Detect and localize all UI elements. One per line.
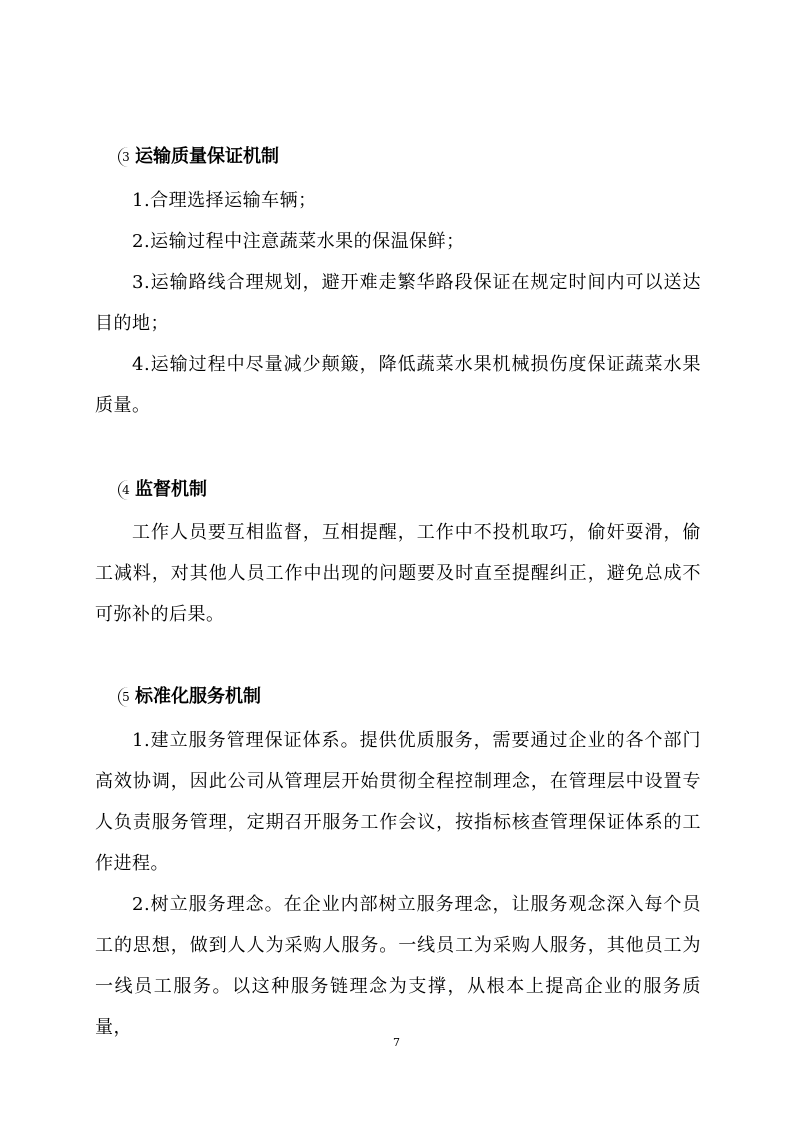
section-3-heading <box>118 145 279 169</box>
section-4-body <box>95 512 701 635</box>
section-5-heading <box>118 685 261 709</box>
section-3-body <box>95 180 701 426</box>
section-5-title: 标准化服务机制 <box>135 686 261 707</box>
section-4-number: 4 <box>118 480 133 500</box>
section-3-item-2: 2.运输过程中注意蔬菜水果的保温保鲜； <box>132 231 465 252</box>
section-4-title: 监督机制 <box>135 479 207 500</box>
section-3-item-1: 1.合理选择运输车辆； <box>132 190 317 211</box>
section-3-item-3: 3.运输路线合理规划，避开难走繁华路段保证在规定时间内可以送达目的地； <box>95 272 701 334</box>
section-5-body <box>95 720 701 1048</box>
page-number: 7 <box>393 1036 400 1049</box>
section-4-paragraph: 工作人员要互相监督，互相提醒，工作中不投机取巧，偷奸耍滑，偷工减料，对其他人员工作中出现的问题要及时直至提醒纠正，避免总成不可弥补的后果。 <box>95 522 701 625</box>
section-5-item-2: 2.树立服务理念。在企业内部树立服务理念，让服务观念深入每个员工的思想，做到人人为采购人服务。一线员工为采购人服务，其他员工为一线员工服务。以这种服务链理念为支撑，从根本上提高企业的服务质量， <box>95 894 701 1038</box>
section-5-item-1: 1.建立服务管理保证体系。提供优质服务，需要通过企业的各个部门高效协调，因此公司从管理层开始贯彻全程控制理念，在管理层中设置专人负责服务管理，定期召开服务工作会议，按指标核查管理保证体系的工作进程。 <box>95 730 701 874</box>
section-3-number: 3 <box>118 147 133 167</box>
section-5-number: 5 <box>118 687 133 707</box>
section-4-heading <box>118 478 207 502</box>
section-3-title: 运输质量保证机制 <box>135 146 279 167</box>
section-3-item-4: 4.运输过程中尽量减少颠簸，降低蔬菜水果机械损伤度保证蔬菜水果质量。 <box>95 354 701 416</box>
